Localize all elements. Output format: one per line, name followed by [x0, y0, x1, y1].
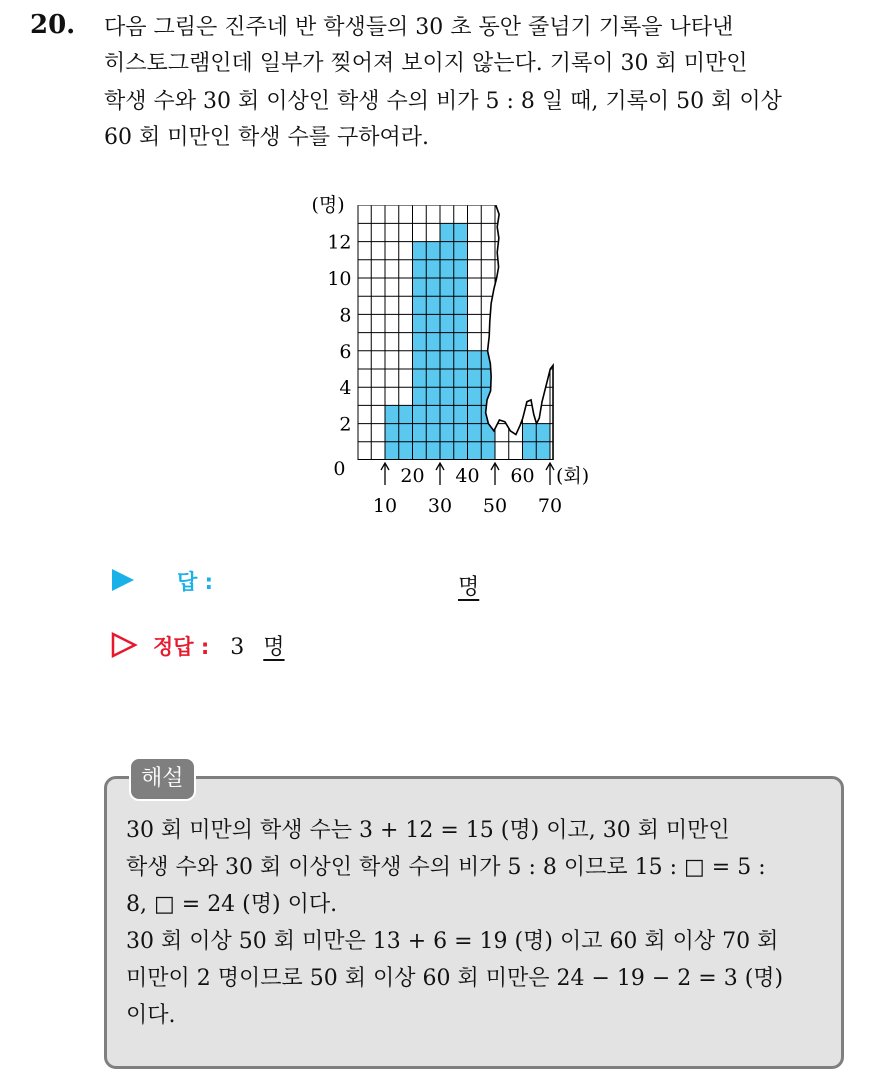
question-line: 다음 그림은 진주네 반 학생들의 30 초 동안 줄넘기 기록을 나타낸 — [104, 15, 734, 40]
chart-paper — [358, 205, 578, 460]
explanation-tag: 해설 — [129, 757, 196, 801]
answer-row — [110, 566, 213, 596]
outline-triangle-icon — [110, 631, 138, 659]
y-axis-label: (명) — [311, 194, 345, 217]
x-tick-label: 60 — [510, 465, 535, 487]
x-axis-label: (회) — [556, 465, 590, 487]
answer-label: 답 : — [177, 570, 213, 594]
answer-unit: 명 — [458, 575, 480, 600]
explanation-line: 30 회 이상 50 회 미만은 13 + 6 = 19 (명) 이고 60 회 이상 70 회 — [126, 929, 779, 954]
correct-answer-row — [110, 630, 285, 661]
explanation-line: 이다. — [126, 1003, 176, 1028]
y-tick-label: 6 — [339, 340, 352, 363]
x-tick-label: 20 — [400, 465, 425, 487]
question-number: 20. — [30, 10, 76, 40]
correct-answer-value: 3 — [230, 635, 245, 660]
y-tick-label: 4 — [339, 377, 352, 400]
tear-edge — [486, 205, 553, 460]
explanation-line: 8, □ = 24 (명) 이다. — [126, 892, 338, 917]
histogram-chart — [311, 188, 630, 528]
play-triangle-icon — [110, 567, 136, 593]
y-tick-label: 0 — [333, 458, 346, 480]
x-tick-label: 10 — [372, 495, 398, 517]
y-tick-label: 10 — [327, 268, 352, 290]
question-line: 학생 수와 30 회 이상인 학생 수의 비가 5 : 8 일 때, 기록이 50 회 이상 — [104, 89, 782, 114]
question-line: 히스토그램인데 일부가 찢어져 보이지 않는다. 기록이 30 회 미만인 — [104, 51, 748, 76]
y-tick-label: 12 — [327, 231, 352, 254]
correct-answer-label: 정답 : — [153, 635, 210, 659]
correct-answer-unit: 명 — [263, 635, 285, 660]
question-line: 60 회 미만인 학생 수를 구하여라. — [104, 125, 429, 150]
x-tick-label: 40 — [455, 465, 480, 487]
y-tick-label: 2 — [339, 413, 352, 436]
x-tick-label: 70 — [537, 495, 563, 517]
y-tick-label: 8 — [339, 304, 352, 327]
x-tick-label: 50 — [482, 495, 508, 517]
explanation-line: 미만이 2 명이므로 50 회 이상 60 회 미만은 24 − 19 − 2 = 3 (명) — [126, 966, 784, 991]
x-tick-label: 30 — [427, 495, 453, 517]
explanation-line: 학생 수와 30 회 이상인 학생 수의 비가 5 : 8 이므로 15 : □ = 5 : — [126, 855, 766, 880]
explanation-line: 30 회 미만의 학생 수는 3 + 12 = 15 (명) 이고, 30 회 미만인 — [126, 818, 730, 843]
